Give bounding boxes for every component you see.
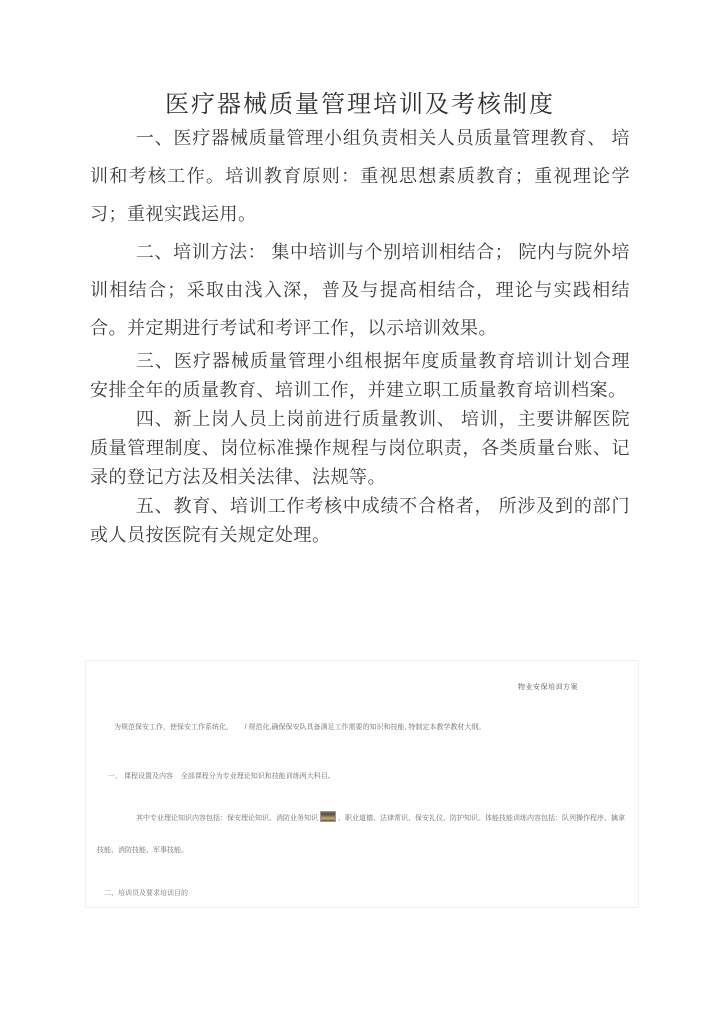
embedded-doc-intro: 为规范保安工作，使保安工作系统化， / 规范化,确保保安队具备满足工作需要的知识和技能, 特制定本教学教材大纲。 <box>114 724 486 731</box>
knowledge-text-before: 其中专业理论知识内容包括：保安理论知识、消防业务知识 <box>136 815 318 822</box>
document-title: 医疗器械质量管理培训及考核制度 <box>165 92 555 118</box>
photo-thumbnail-icon <box>320 811 336 822</box>
embedded-doc-section-two: 二、培训员及要求培训目的 <box>104 890 188 897</box>
embedded-doc-header: 物业安保培训方案 <box>518 684 578 691</box>
document-paragraph-4: 四、新上岗人员上岗前进行质量教训、 培训，主要讲解医院质量管理制度、岗位标准操作规程与岗位职责，各类质量台账、记录的登记方法及相关法律、法规等。 <box>90 409 630 487</box>
document-body <box>90 119 630 550</box>
embedded-doc-knowledge-line <box>97 803 625 867</box>
embedded-doc-section-one: 一、 课程设置及内容 全部课程分为专业理论知识和技能训练两大科目。 <box>108 773 335 780</box>
knowledge-text-after: 、职业道德、法律常识、保安礼仪、防护知识。体能技能训练内容包括：队列操作程序、擒拿技能、消防技能、军事技能。 <box>97 815 625 854</box>
document-paragraph-2: 二、培训方法： 集中培训与个别培训相结合； 院内与院外培训相结合；采取由浅入深，普及与提高相结合，理论与实践相结合。并定期进行考试和考评工作，以示培训效果。 <box>90 242 630 338</box>
embedded-page-preview <box>85 660 639 908</box>
document-paragraph-3: 三、医疗器械质量管理小组根据年度质量教育培训计划合理安排全年的质量教育、培训工作，并建立职工质量教育培训档案。 <box>90 351 630 400</box>
document-paragraph-5: 五、教育、培训工作考核中成绩不合格者， 所涉及到的部门或人员按医院有关规定处理。 <box>90 496 630 545</box>
document-paragraph-1: 一、医疗器械质量管理小组负责相关人员质量管理教育、 培训和考核工作。培训教育原则：重视思想素质教育；重视理论学习；重视实践运用。 <box>90 128 630 224</box>
